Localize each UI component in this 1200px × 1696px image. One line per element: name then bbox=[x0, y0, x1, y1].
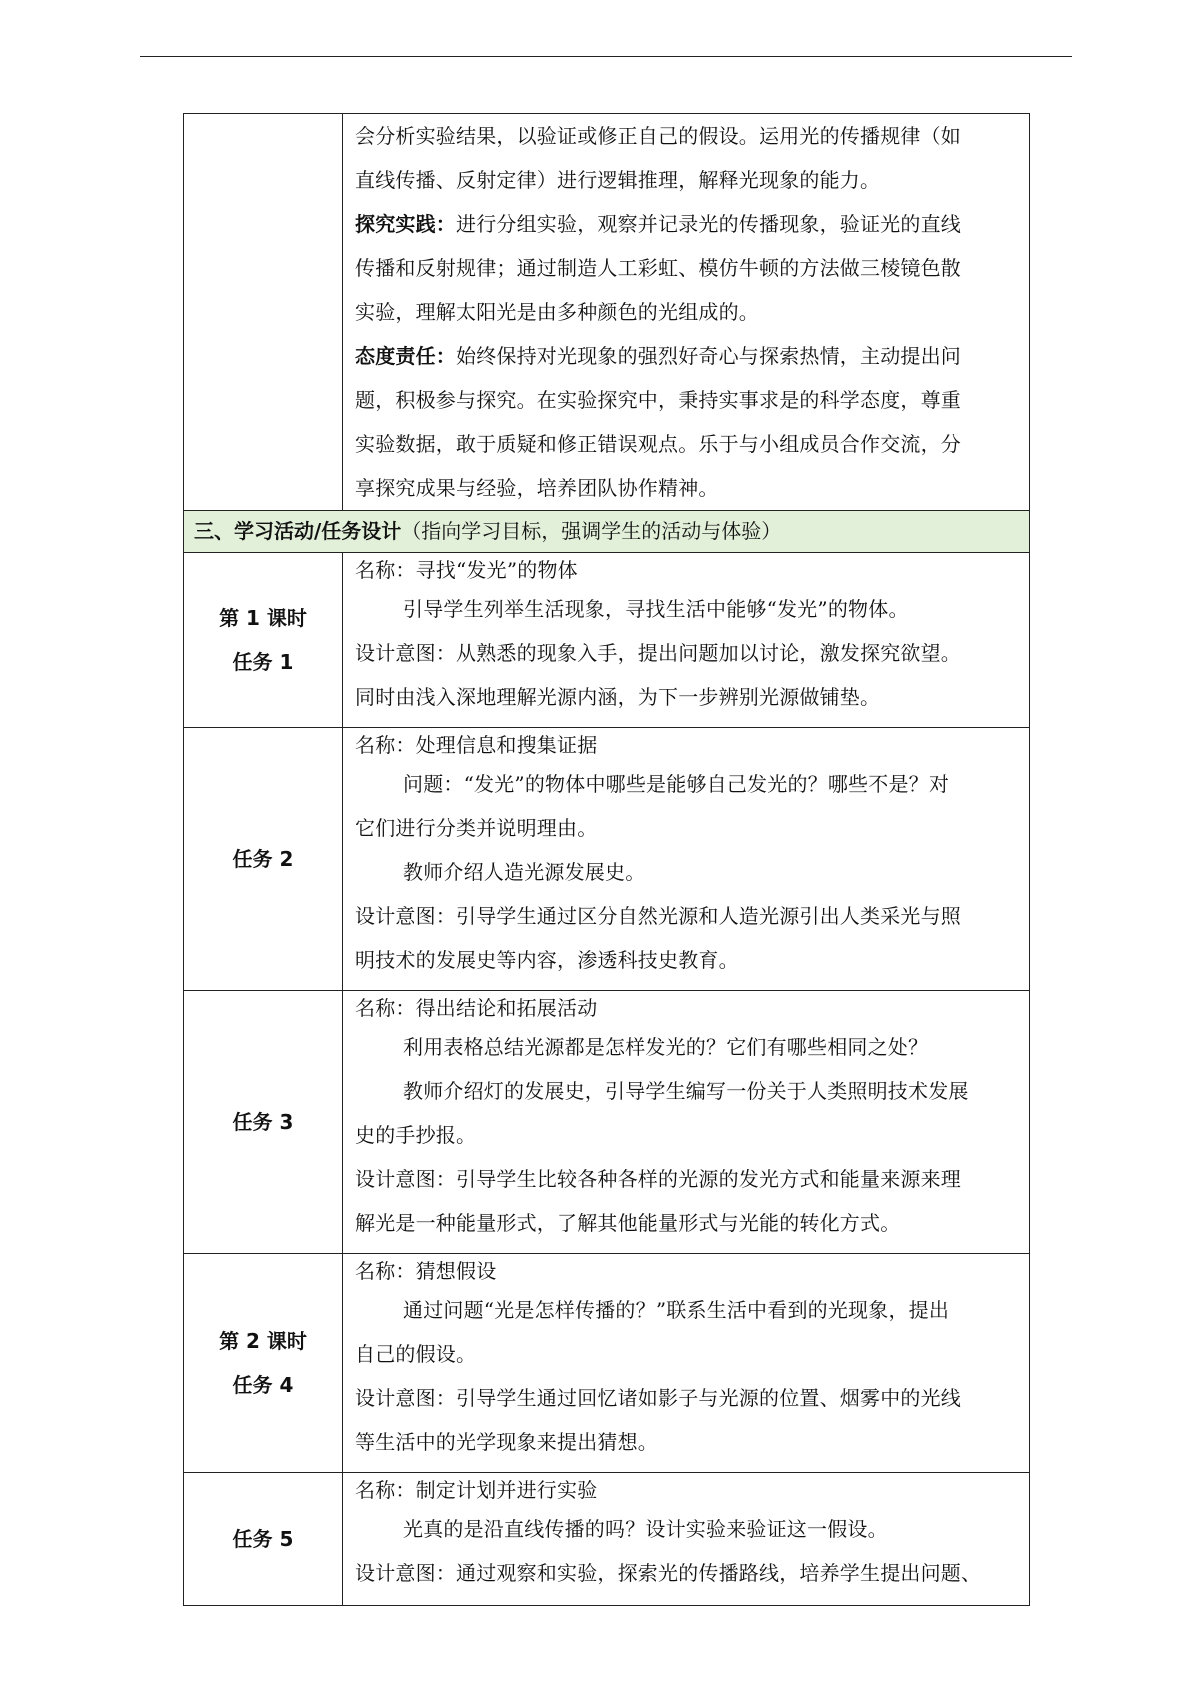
text-line bbox=[355, 334, 1019, 378]
task-content-cell bbox=[343, 553, 1030, 728]
lesson-design-table bbox=[183, 113, 1030, 1606]
text-line: 会分析实验结果，以验证或修正自己的假设。运用光的传播规律（如 bbox=[355, 124, 961, 148]
task-label-cell bbox=[184, 728, 343, 991]
table-row bbox=[184, 1473, 1030, 1606]
objectives-continuation-cell bbox=[343, 114, 1030, 511]
text-line: 教师介绍人造光源发展史。 bbox=[403, 860, 646, 884]
text-line: 传播和反射规律；通过制造人工彩虹、模仿牛顿的方法做三棱镜色散 bbox=[355, 256, 961, 280]
lesson-label: 第 2 课时 bbox=[219, 1329, 307, 1353]
text-line: 自己的假设。 bbox=[355, 1342, 477, 1366]
lesson-label: 第 1 课时 bbox=[219, 606, 307, 630]
table-row bbox=[184, 1254, 1030, 1473]
text-line: 问题：“发光”的物体中哪些是能够自己发光的？哪些不是？对 bbox=[403, 772, 950, 796]
text-line: 教师介绍灯的发展史，引导学生编写一份关于人类照明技术发展 bbox=[403, 1079, 969, 1103]
task-content-cell bbox=[343, 1473, 1030, 1606]
text-line: 实验数据，敢于质疑和修正错误观点。乐于与小组成员合作交流，分 bbox=[355, 432, 961, 456]
task-content-cell bbox=[343, 728, 1030, 991]
text-line: 题，积极参与探究。在实验探究中，秉持实事求是的科学态度，尊重 bbox=[355, 388, 961, 412]
task-label: 任务 5 bbox=[232, 1527, 294, 1551]
task-label: 任务 1 bbox=[232, 650, 294, 674]
text-line: 直线传播、反射定律）进行逻辑推理，解释光现象的能力。 bbox=[355, 168, 881, 192]
text-line: 同时由浅入深地理解光源内涵，为下一步辨别光源做铺垫。 bbox=[355, 685, 881, 709]
table-row bbox=[184, 728, 1030, 991]
text-span: 进行分组实验，观察并记录光的传播现象，验证光的直线 bbox=[456, 212, 961, 236]
section-header-row bbox=[184, 511, 1030, 553]
task-name: 名称：猜想假设 bbox=[355, 1259, 497, 1283]
text-line bbox=[355, 202, 1019, 246]
task-label: 任务 3 bbox=[232, 1110, 294, 1134]
text-line: 它们进行分类并说明理由。 bbox=[355, 816, 598, 840]
task-label: 任务 4 bbox=[232, 1373, 294, 1397]
header-rule bbox=[140, 56, 1072, 57]
text-span: 始终保持对光现象的强烈好奇心与探索热情，主动提出问 bbox=[456, 344, 961, 368]
text-line: 通过问题“光是怎样传播的？”联系生活中看到的光现象，提出 bbox=[403, 1298, 950, 1322]
text-line: 享探究成果与经验，培养团队协作精神。 bbox=[355, 476, 719, 500]
text-line: 等生活中的光学现象来提出猜想。 bbox=[355, 1430, 658, 1454]
text-line: 解光是一种能量形式，了解其他能量形式与光能的转化方式。 bbox=[355, 1211, 901, 1235]
table-row bbox=[184, 114, 1030, 511]
text-line: 设计意图：从熟悉的现象入手，提出问题加以讨论，激发探究欲望。 bbox=[355, 641, 961, 665]
practice-label: 探究实践： bbox=[355, 212, 456, 236]
empty-label-cell bbox=[184, 114, 343, 511]
section-note: （指向学习目标，强调学生的活动与体验） bbox=[401, 519, 782, 543]
text-line: 设计意图：引导学生比较各种各样的光源的发光方式和能量来源来理 bbox=[355, 1167, 961, 1191]
text-line: 设计意图：通过观察和实验，探索光的传播路线，培养学生提出问题、 bbox=[355, 1561, 982, 1585]
task-name: 名称：处理信息和搜集证据 bbox=[355, 733, 598, 757]
section-header bbox=[184, 511, 1030, 553]
text-line: 光真的是沿直线传播的吗？设计实验来验证这一假设。 bbox=[403, 1517, 888, 1541]
text-line: 实验，理解太阳光是由多种颜色的光组成的。 bbox=[355, 300, 759, 324]
task-label: 任务 2 bbox=[232, 847, 294, 871]
text-line: 利用表格总结光源都是怎样发光的？它们有哪些相同之处？ bbox=[403, 1035, 929, 1059]
section-title: 三、学习活动/任务设计 bbox=[194, 519, 402, 543]
text-line: 设计意图：引导学生通过回忆诸如影子与光源的位置、烟雾中的光线 bbox=[355, 1386, 961, 1410]
task-label-cell bbox=[184, 553, 343, 728]
table-row bbox=[184, 991, 1030, 1254]
task-content-cell bbox=[343, 991, 1030, 1254]
attitude-label: 态度责任： bbox=[355, 344, 456, 368]
task-name: 名称：制定计划并进行实验 bbox=[355, 1478, 598, 1502]
text-line: 明技术的发展史等内容，渗透科技史教育。 bbox=[355, 948, 739, 972]
table-row bbox=[184, 553, 1030, 728]
task-label-cell bbox=[184, 1473, 343, 1606]
text-line: 设计意图：引导学生通过区分自然光源和人造光源引出人类采光与照 bbox=[355, 904, 961, 928]
text-line: 引导学生列举生活现象，寻找生活中能够“发光”的物体。 bbox=[403, 597, 909, 621]
task-label-cell bbox=[184, 1254, 343, 1473]
task-content-cell bbox=[343, 1254, 1030, 1473]
task-label-cell bbox=[184, 991, 343, 1254]
task-name: 名称：寻找“发光”的物体 bbox=[355, 558, 578, 582]
text-line: 史的手抄报。 bbox=[355, 1123, 477, 1147]
task-name: 名称：得出结论和拓展活动 bbox=[355, 996, 598, 1020]
